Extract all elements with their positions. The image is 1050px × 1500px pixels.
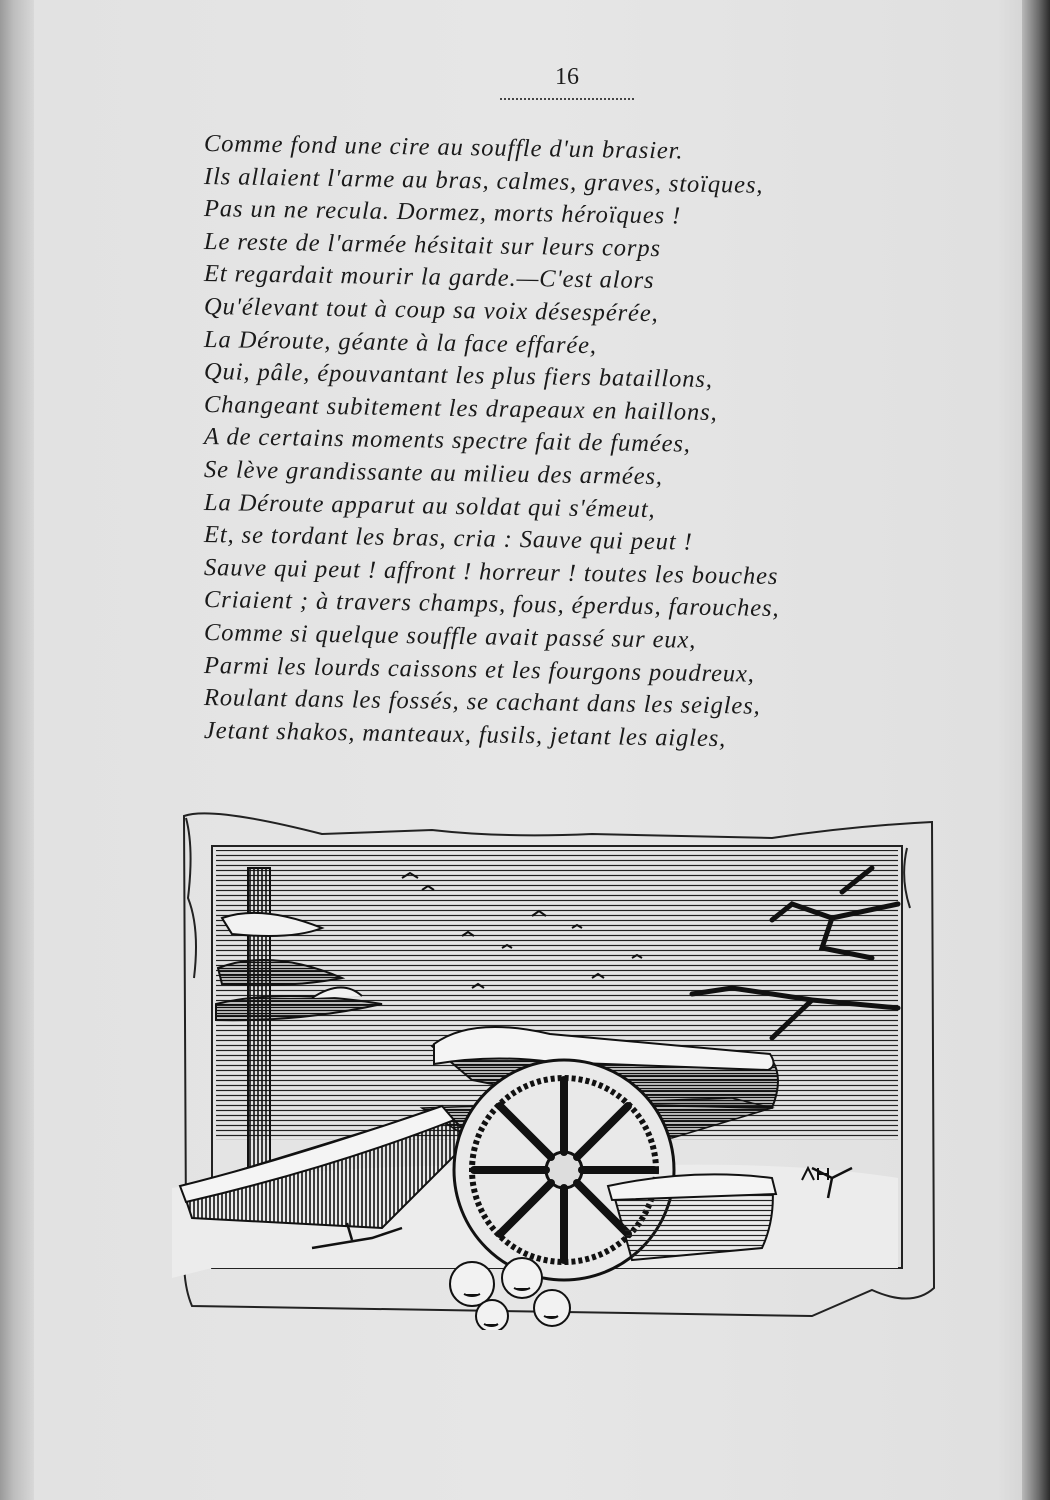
page-number-rule: [500, 98, 634, 100]
poem-line: Parmi les lourds caissons et les fourgons poudreux,: [203, 651, 756, 688]
poem-line: Ils allaient l'arme au bras, calmes, graves, stoïques,: [203, 162, 764, 199]
cannon-in-snow-illustration: [172, 808, 944, 1330]
poem-line: Roulant dans les fossés, se cachant dans les seigles,: [203, 684, 761, 720]
poem-line: La Déroute apparut au soldat qui s'émeut,: [203, 488, 656, 523]
poem-line: La Déroute, géante à la face effarée,: [203, 325, 598, 359]
page-binding-shadow: [0, 0, 34, 1500]
poem-line: Se lève grandissante au milieu des armées,: [203, 455, 664, 491]
poem-line: Comme fond une cire au souffle d'un brasier.: [203, 130, 684, 165]
page-edge-shadow: [1022, 0, 1050, 1500]
poem-line: Jetant shakos, manteaux, fusils, jetant les aigles,: [203, 716, 727, 752]
poem-line: Et regardait mourir la garde.—C'est alors: [203, 260, 655, 295]
poem-line: Qu'élevant tout à coup sa voix désespérée,: [203, 292, 659, 328]
poem-line: Pas un ne recula. Dormez, morts héroïques !: [203, 195, 682, 230]
poem-line: Sauve qui peut ! affront ! horreur ! toutes les bouches: [203, 553, 779, 590]
page-number: 16: [555, 64, 579, 90]
poem-text: [203, 128, 944, 752]
poem-line: Qui, pâle, épouvantant les plus fiers bataillons,: [203, 358, 714, 394]
poem-line: Criaient ; à travers champs, fous, éperdus, farouches,: [203, 586, 780, 623]
poem-line: Comme si quelque souffle avait passé sur eux,: [203, 618, 697, 654]
poem-line: Changeant subitement les drapeaux en haillons,: [203, 390, 718, 426]
poem-line: A de certains moments spectre fait de fumées,: [203, 423, 692, 458]
poem-line: Et, se tordant les bras, cria : Sauve qui peut !: [203, 521, 693, 556]
poem-line: Le reste de l'armée hésitait sur leurs corps: [203, 227, 662, 262]
